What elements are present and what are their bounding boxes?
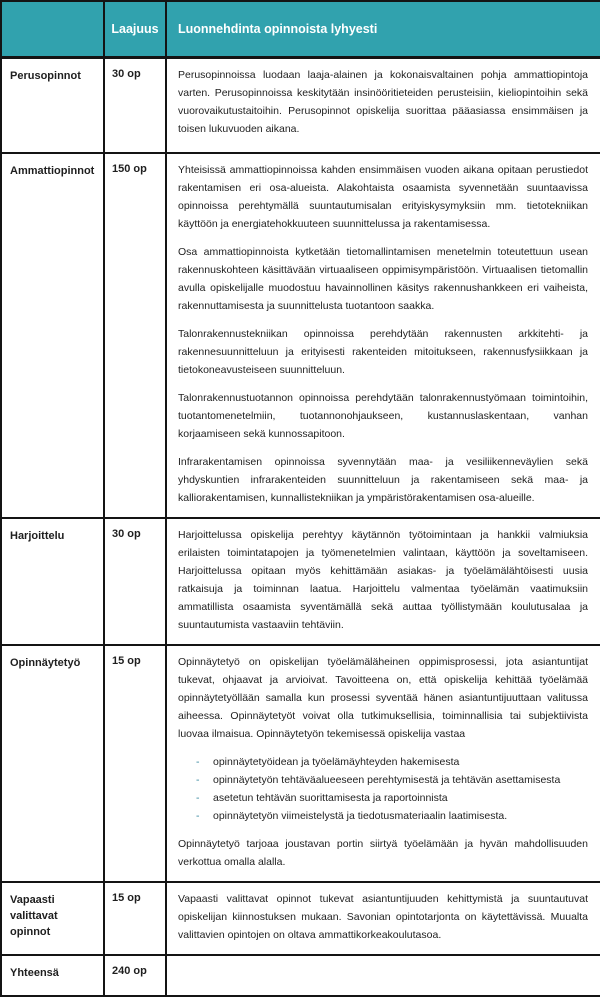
description-paragraph: Perusopinnoissa luodaan laaja-alainen ja kokonaisvaltainen pohja ammattiopintoja varten. Perusopinnoissa keskitytään insinööritieteiden perusteisiin, kieliopintoihin sekä vuorovaikutustaitoihin. Perusopinnot opiskelija suorittaa pääasiassa ensimmäisen ja toisen lukuvuoden aikana.	[178, 68, 588, 135]
row-label: Vapaasti valittavat opinnot	[1, 882, 104, 955]
row-label: Yhteensä	[1, 955, 104, 996]
row-label: Opinnäytetyö	[1, 645, 104, 882]
row-description	[166, 645, 600, 882]
bullet-list	[178, 753, 588, 825]
bullet-dash-icon: -	[196, 774, 200, 786]
header-cell-description: Luonnehdinta opinnoista lyhyesti	[166, 1, 600, 57]
bullet-text: asetetun tehtävän suorittamisesta ja raportoinnista	[213, 792, 448, 804]
description-paragraph: Osa ammattiopinnoista kytketään tietomallintamisen menetelmin toteutettuun usean rakennuskohteen käsittävään virtuaaliseen oppimisympäristöön. Virtuaalisen tietomallin avulla opiskelijalle muodostuu havainnollinen käsitys rakennushankkeen eri vaiheista, rakennuttamisesta ja suunnittelusta tuotantoon saakka.	[178, 246, 588, 312]
bullet-text: opinnäytetyön tehtäväalueeseen perehtymisestä ja tehtävän asettamisesta	[213, 774, 561, 786]
description-paragraph: Opinnäytetyö on opiskelijan työelämäläheinen oppimisprosessi, jota asiantuntijat tukevat, ohjaavat ja arvioivat. Tavoitteena on, että opiskelija kehittää työelämää opinnäytetyöllään samalla kun prosessi syventää hänen asiantuntijuuttaan valitussa aiheessa. Opinnäytetyöt voivat olla tutkimuksellisia, toiminnallisia tai subjektiivista luovaa ilmaisua. Opinnäytetyön tekemisessä opiskelija vastaa	[178, 656, 588, 740]
table-row-opinnaytetyo	[1, 645, 600, 882]
list-item	[178, 789, 588, 807]
description-paragraph: Opinnäytetyö tarjoaa joustavan portin siirtyä työelämään ja hyvän mahdollisuuden verkottua omalla alalla.	[178, 838, 588, 868]
row-label: Harjoittelu	[1, 518, 104, 645]
row-description	[166, 153, 600, 518]
description-paragraph: Talonrakennustekniikan opinnoissa perehdytään rakennusten arkkitehti- ja rakennesuunnitteluun ja erityisesti rakenteiden mitoitukseen, rakennusfysiikkaan ja tietokoneavusteiseen suunnitteluun.	[178, 328, 588, 376]
header-cell-empty	[1, 1, 104, 57]
description-paragraph: Vapaasti valittavat opinnot tukevat asiantuntijuuden kehittymistä ja suuntautuvat opiskelijan kiinnostuksen mukaan. Savonian opintotarjonta on käytettävissä. Muualta valittavien opintojen on oltava ammattikorkeakoulutasoa.	[178, 893, 588, 941]
table-header-row	[1, 1, 600, 57]
row-extent: 15 op	[104, 645, 166, 882]
header-cell-extent: Laajuus	[104, 1, 166, 57]
table-row-perusopinnot	[1, 57, 600, 153]
bullet-text: opinnäytetyön viimeistelystä ja tiedotusmateriaalin laatimisesta.	[213, 810, 508, 822]
row-description	[166, 955, 600, 996]
row-extent: 240 op	[104, 955, 166, 996]
description-paragraph: Infrarakentamisen opinnoissa syvennytään maa- ja vesiliikenneväylien sekä yhdyskuntien infrarakenteiden suunnitteluun ja rakentamiseen sekä maa- ja kalliorakentamisen, kunnallistekniikan ja ympäristörakentamisen osa-alueille.	[178, 456, 588, 504]
description-paragraph: Yhteisissä ammattiopinnoissa kahden ensimmäisen vuoden aikana opitaan perustiedot rakentamisen eri osa-alueista. Alakohtaista osaamista syvennetään suuntaavissa opinnoissa perehtymällä suuntautumisalan erityiskysymyksiin mm. tietotekniikan käyttöön ja energiatehokkuuteen suunnittelussa ja rakentamisessa.	[178, 164, 588, 230]
row-extent: 15 op	[104, 882, 166, 955]
table-row-vapaasti-valittavat	[1, 882, 600, 955]
row-label: Ammattiopinnot	[1, 153, 104, 518]
description-paragraph: Talonrakennustuotannon opinnoissa perehdytään talonrakennustyömaan toimintoihin, tuotantomenetelmiin, tuotannonohjaukseen, kustannuslaskentaan, vanhan korjaamiseen sekä kunnossapitoon.	[178, 392, 588, 440]
list-item	[178, 753, 588, 771]
bullet-dash-icon: -	[196, 756, 200, 768]
list-item	[178, 807, 588, 825]
bullet-dash-icon: -	[196, 792, 200, 804]
row-description	[166, 518, 600, 645]
table-row-yhteensa	[1, 955, 600, 996]
table-row-ammattiopinnot	[1, 153, 600, 518]
description-paragraph: Harjoittelussa opiskelija perehtyy käytännön työtoimintaan ja hankkii valmiuksia erilaisten toimintatapojen ja työmenetelmien valintaan, käyttöön ja soveltamiseen. Harjoittelussa opitaan myös kehittämään asiakas- ja työelämälähtöisesti uusia ratkaisuja ja toiminnan laatua. Harjoittelu valmentaa työelämän vaatimuksiin ammatillista osaamista syventämällä sekä auttaa työllistymään koulutusalaa ja suuntautumista vastaaviin tehtäviin.	[178, 529, 588, 631]
row-extent: 30 op	[104, 518, 166, 645]
row-description	[166, 882, 600, 955]
table-row-harjoittelu	[1, 518, 600, 645]
row-label: Perusopinnot	[1, 57, 104, 153]
bullet-text: opinnäytetyöidean ja työelämäyhteyden hakemisesta	[213, 756, 460, 768]
bullet-dash-icon: -	[196, 810, 200, 822]
row-description	[166, 57, 600, 153]
list-item	[178, 771, 588, 789]
row-extent: 150 op	[104, 153, 166, 518]
row-extent: 30 op	[104, 57, 166, 153]
